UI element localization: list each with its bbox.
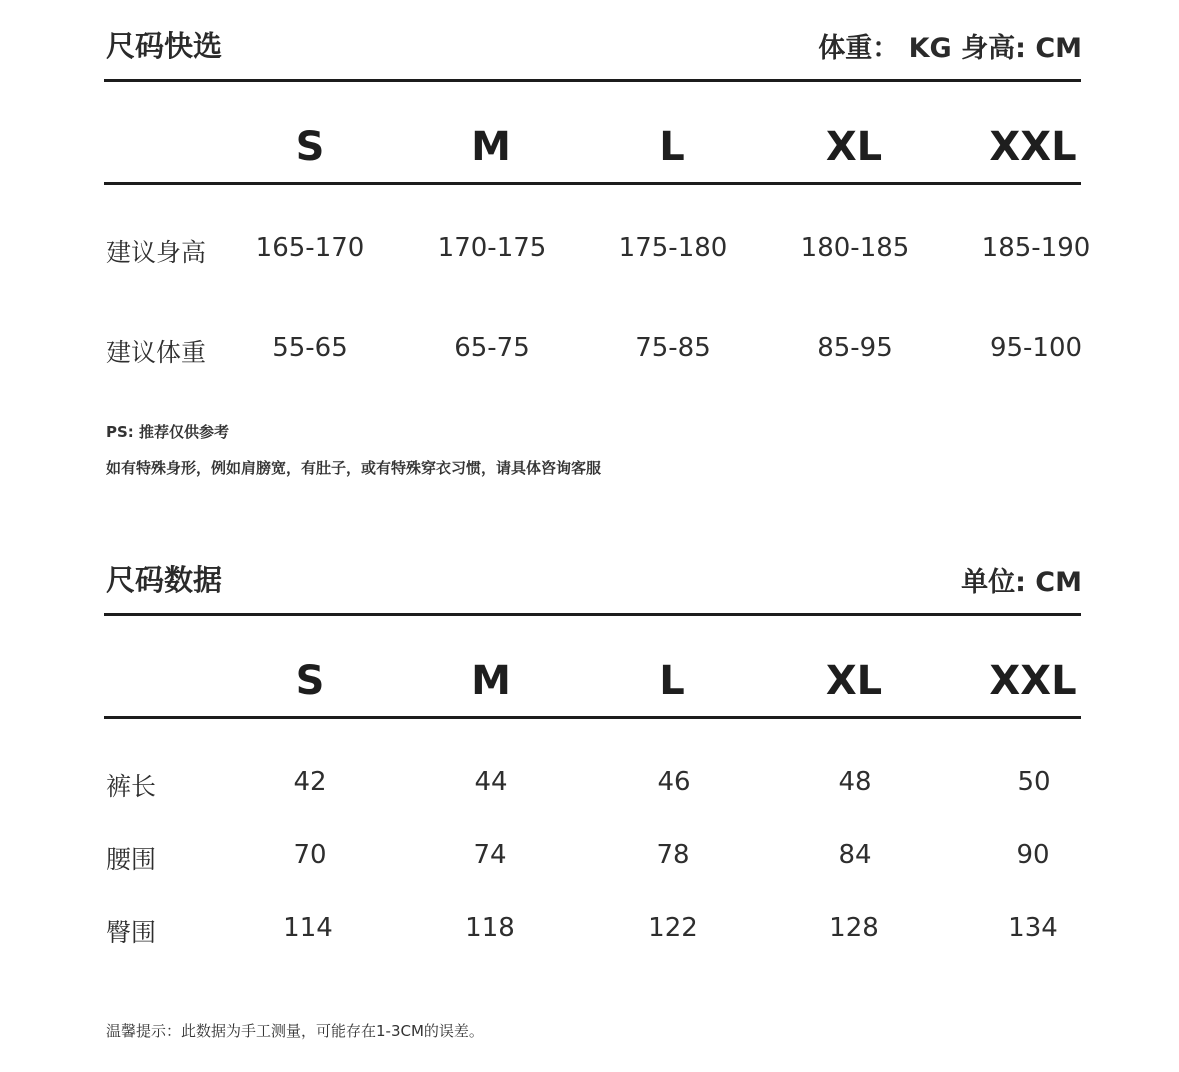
data-top-rule (104, 613, 1081, 616)
quick-header-rule (104, 182, 1081, 185)
quick-size-m: M (471, 124, 511, 170)
data-cell: 70 (293, 840, 327, 870)
quick-top-rule (104, 79, 1081, 82)
quick-size-l: L (659, 124, 685, 170)
measurement-tip: 温馨提示：此数据为手工测量，可能存在1-3CM的误差。 (106, 1022, 484, 1040)
quick-cell: 165-170 (255, 233, 365, 263)
data-section-unit: 单位: CM (961, 567, 1082, 598)
quick-size-xl: XL (825, 124, 883, 170)
data-cell: 46 (657, 767, 691, 797)
data-size-l: L (659, 658, 685, 704)
data-size-m: M (471, 658, 511, 704)
quick-ps-note: PS: 推荐仅供参考 (106, 423, 230, 441)
quick-size-xxl: XXL (989, 124, 1077, 170)
data-cell: 50 (1017, 767, 1051, 797)
data-cell: 134 (1008, 913, 1058, 943)
data-cell: 74 (473, 840, 507, 870)
quick-cell: 75-85 (635, 333, 711, 363)
quick-section-unit: 体重： KG 身高: CM (818, 33, 1082, 64)
quick-cell: 185-190 (981, 233, 1091, 263)
quick-cell: 175-180 (618, 233, 728, 263)
data-row-label-hip: 臀围 (106, 918, 157, 947)
data-cell: 78 (656, 840, 690, 870)
data-header-rule (104, 716, 1081, 719)
data-cell: 118 (465, 913, 515, 943)
data-cell: 128 (829, 913, 879, 943)
data-cell: 84 (838, 840, 872, 870)
data-section-title: 尺码数据 (106, 563, 223, 597)
data-size-s: S (295, 658, 325, 704)
data-row-label-length: 裤长 (106, 772, 157, 801)
quick-size-s: S (295, 124, 325, 170)
quick-cell: 65-75 (454, 333, 530, 363)
quick-cell: 55-65 (272, 333, 348, 363)
data-cell: 122 (648, 913, 698, 943)
quick-section-title: 尺码快选 (106, 29, 223, 63)
quick-cell: 95-100 (989, 333, 1083, 363)
data-cell: 90 (1016, 840, 1050, 870)
data-row-label-waist: 腰围 (106, 845, 157, 874)
quick-cell: 180-185 (800, 233, 910, 263)
data-cell: 114 (283, 913, 333, 943)
quick-row-label-height: 建议身高 (106, 238, 207, 267)
data-size-xl: XL (825, 658, 883, 704)
data-cell: 48 (838, 767, 872, 797)
data-cell: 42 (293, 767, 327, 797)
quick-fit-note: 如有特殊身形，例如肩膀宽，有肚子，或有特殊穿衣习惯，请具体咨询客服 (106, 459, 602, 477)
data-size-xxl: XXL (989, 658, 1077, 704)
quick-cell: 170-175 (437, 233, 547, 263)
data-cell: 44 (474, 767, 508, 797)
quick-cell: 85-95 (817, 333, 893, 363)
quick-row-label-weight: 建议体重 (106, 338, 207, 367)
